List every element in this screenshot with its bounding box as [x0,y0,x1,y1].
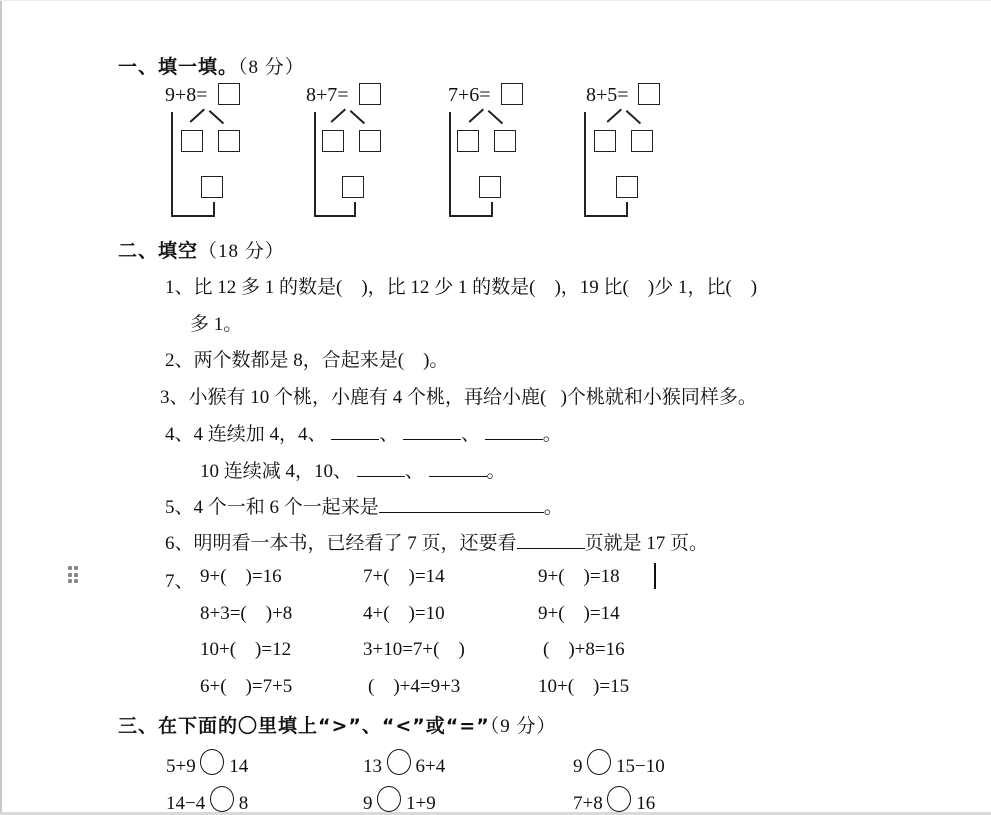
answer-blank[interactable] [357,458,405,477]
compare-left: 5+9 [166,756,196,777]
separator: 、 [404,461,424,482]
answer-box[interactable] [501,83,523,105]
q7-item: 8+3=( )+8 [200,603,293,624]
question-7-label: 7、 [165,571,194,592]
period: 。 [543,497,563,518]
q7-item: 9+( )=18 [538,566,620,587]
compare-left: 13 [363,756,382,777]
answer-blank[interactable] [331,421,379,440]
compare-left: 9 [573,756,583,777]
compare-right: 1+9 [406,793,436,814]
answer-blank[interactable] [379,494,544,513]
q7-item: 9+( )=14 [538,603,620,624]
q6-suffix: 页就是 17 页。 [584,533,709,554]
question-4-line2 [200,456,506,483]
diagram-equation: 7+6= [448,84,491,106]
page-top-border [0,0,991,1]
compare-item [573,749,665,778]
branch-line [469,109,484,123]
diagram-equation: 9+8= [165,84,208,106]
compare-circle[interactable] [607,786,631,812]
page-left-border [0,0,2,815]
bracket-line [491,202,493,216]
decomposition-diagram-2 [306,80,406,220]
branch-line [626,110,641,124]
answer-box[interactable] [594,130,616,152]
answer-box[interactable] [631,130,653,152]
compare-item [166,786,248,815]
section2-title: 二、填空 [118,240,199,262]
answer-box[interactable] [181,130,203,152]
period: 。 [486,461,506,482]
answer-box[interactable] [218,83,240,105]
q7-item: ( )+8=16 [543,639,625,660]
answer-box[interactable] [322,130,344,152]
bracket-line [314,215,356,217]
answer-box[interactable] [342,176,364,198]
compare-circle[interactable] [377,786,401,812]
bracket-line [213,202,215,216]
branch-line [488,110,503,124]
decomposition-diagram-1 [165,80,265,220]
bracket-line [449,112,451,216]
answer-box[interactable] [479,176,501,198]
branch-line [350,110,365,124]
answer-blank[interactable] [485,421,543,440]
section2-points: （18 分） [198,241,285,262]
answer-box[interactable] [201,176,223,198]
text-cursor [654,563,656,589]
q7-item: 9+( )=16 [200,566,282,587]
answer-box[interactable] [638,83,660,105]
question-5 [165,492,563,519]
q7-item: 10+( )=12 [200,639,292,660]
compare-left: 14−4 [166,793,206,814]
answer-box[interactable] [616,176,638,198]
separator: 、 [379,424,399,445]
q7-item: 3+10=7+( ) [363,639,465,660]
compare-item [166,749,248,778]
q7-item: 10+( )=15 [538,676,630,697]
q4-prefix: 4、4 连续加 4，4、 [165,424,327,445]
compare-left: 7+8 [573,793,603,814]
compare-circle[interactable] [200,749,224,775]
section3-title: 三、在下面的〇里填上“>”、“<”或“=” [118,715,490,737]
compare-right: 15−10 [616,756,665,777]
decomposition-diagram-4 [586,80,686,220]
section3-points: （9 分） [489,716,557,737]
answer-blank[interactable] [429,458,487,477]
answer-box[interactable] [359,130,381,152]
drag-handle-icon[interactable] [68,566,80,584]
answer-box[interactable] [494,130,516,152]
branch-line [190,109,205,123]
bracket-line [354,202,356,216]
q6-text: 6、明明看一本书，已经看了 7 页，还要看 [165,533,517,554]
branch-line [209,110,224,124]
question-1-line1: 1、比 12 多 1 的数是( )，比 12 少 1 的数是( )，19 比( )少 1，比( ) [165,277,758,298]
branch-line [607,109,622,123]
question-4-line1 [165,419,562,446]
compare-item [363,749,445,778]
answer-blank[interactable] [517,530,585,549]
compare-circle[interactable] [387,749,411,775]
compare-right: 8 [238,793,249,814]
question-1-line2: 多 1。 [190,314,243,335]
answer-box[interactable] [457,130,479,152]
q5-text: 5、4 个一和 6 个一起来是 [165,497,379,518]
bracket-line [449,215,493,217]
q7-item: 6+( )=7+5 [200,676,293,697]
bracket-line [584,215,628,217]
section2-heading [118,236,285,263]
q7-item: 4+( )=10 [363,603,445,624]
question-6 [165,528,708,555]
bracket-line [626,202,628,216]
bracket-line [584,112,586,216]
answer-blank[interactable] [403,421,461,440]
section1-points: （8 分） [238,57,305,78]
section3-heading [118,711,556,738]
section1-heading [118,52,305,79]
compare-left: 9 [363,793,373,814]
diagram-equation: 8+7= [306,84,349,106]
answer-box[interactable] [359,83,381,105]
compare-item [573,786,655,815]
branch-line [331,109,346,123]
q7-item: ( )+4=9+3 [368,676,461,697]
compare-right: 16 [636,793,656,814]
compare-circle[interactable] [210,786,234,812]
section1-title: 一、填一填。 [118,56,239,78]
q4-line2-prefix: 10 连续减 4，10、 [200,461,353,482]
diagram-equation: 8+5= [586,84,629,106]
bracket-line [171,112,173,216]
compare-circle[interactable] [587,749,611,775]
compare-item [363,786,436,815]
bracket-line [314,112,316,216]
q7-item: 7+( )=14 [363,566,445,587]
answer-box[interactable] [218,130,240,152]
compare-right: 6+4 [415,756,446,777]
question-2: 2、两个数都是 8，合起来是( )。 [165,350,449,371]
bracket-line [171,215,215,217]
period: 。 [542,424,562,445]
compare-right: 14 [229,756,249,777]
separator: 、 [461,424,481,445]
question-3: 3、小猴有 10 个桃，小鹿有 4 个桃，再给小鹿( )个桃就和小猴同样多。 [160,387,757,408]
decomposition-diagram-3 [448,80,548,220]
